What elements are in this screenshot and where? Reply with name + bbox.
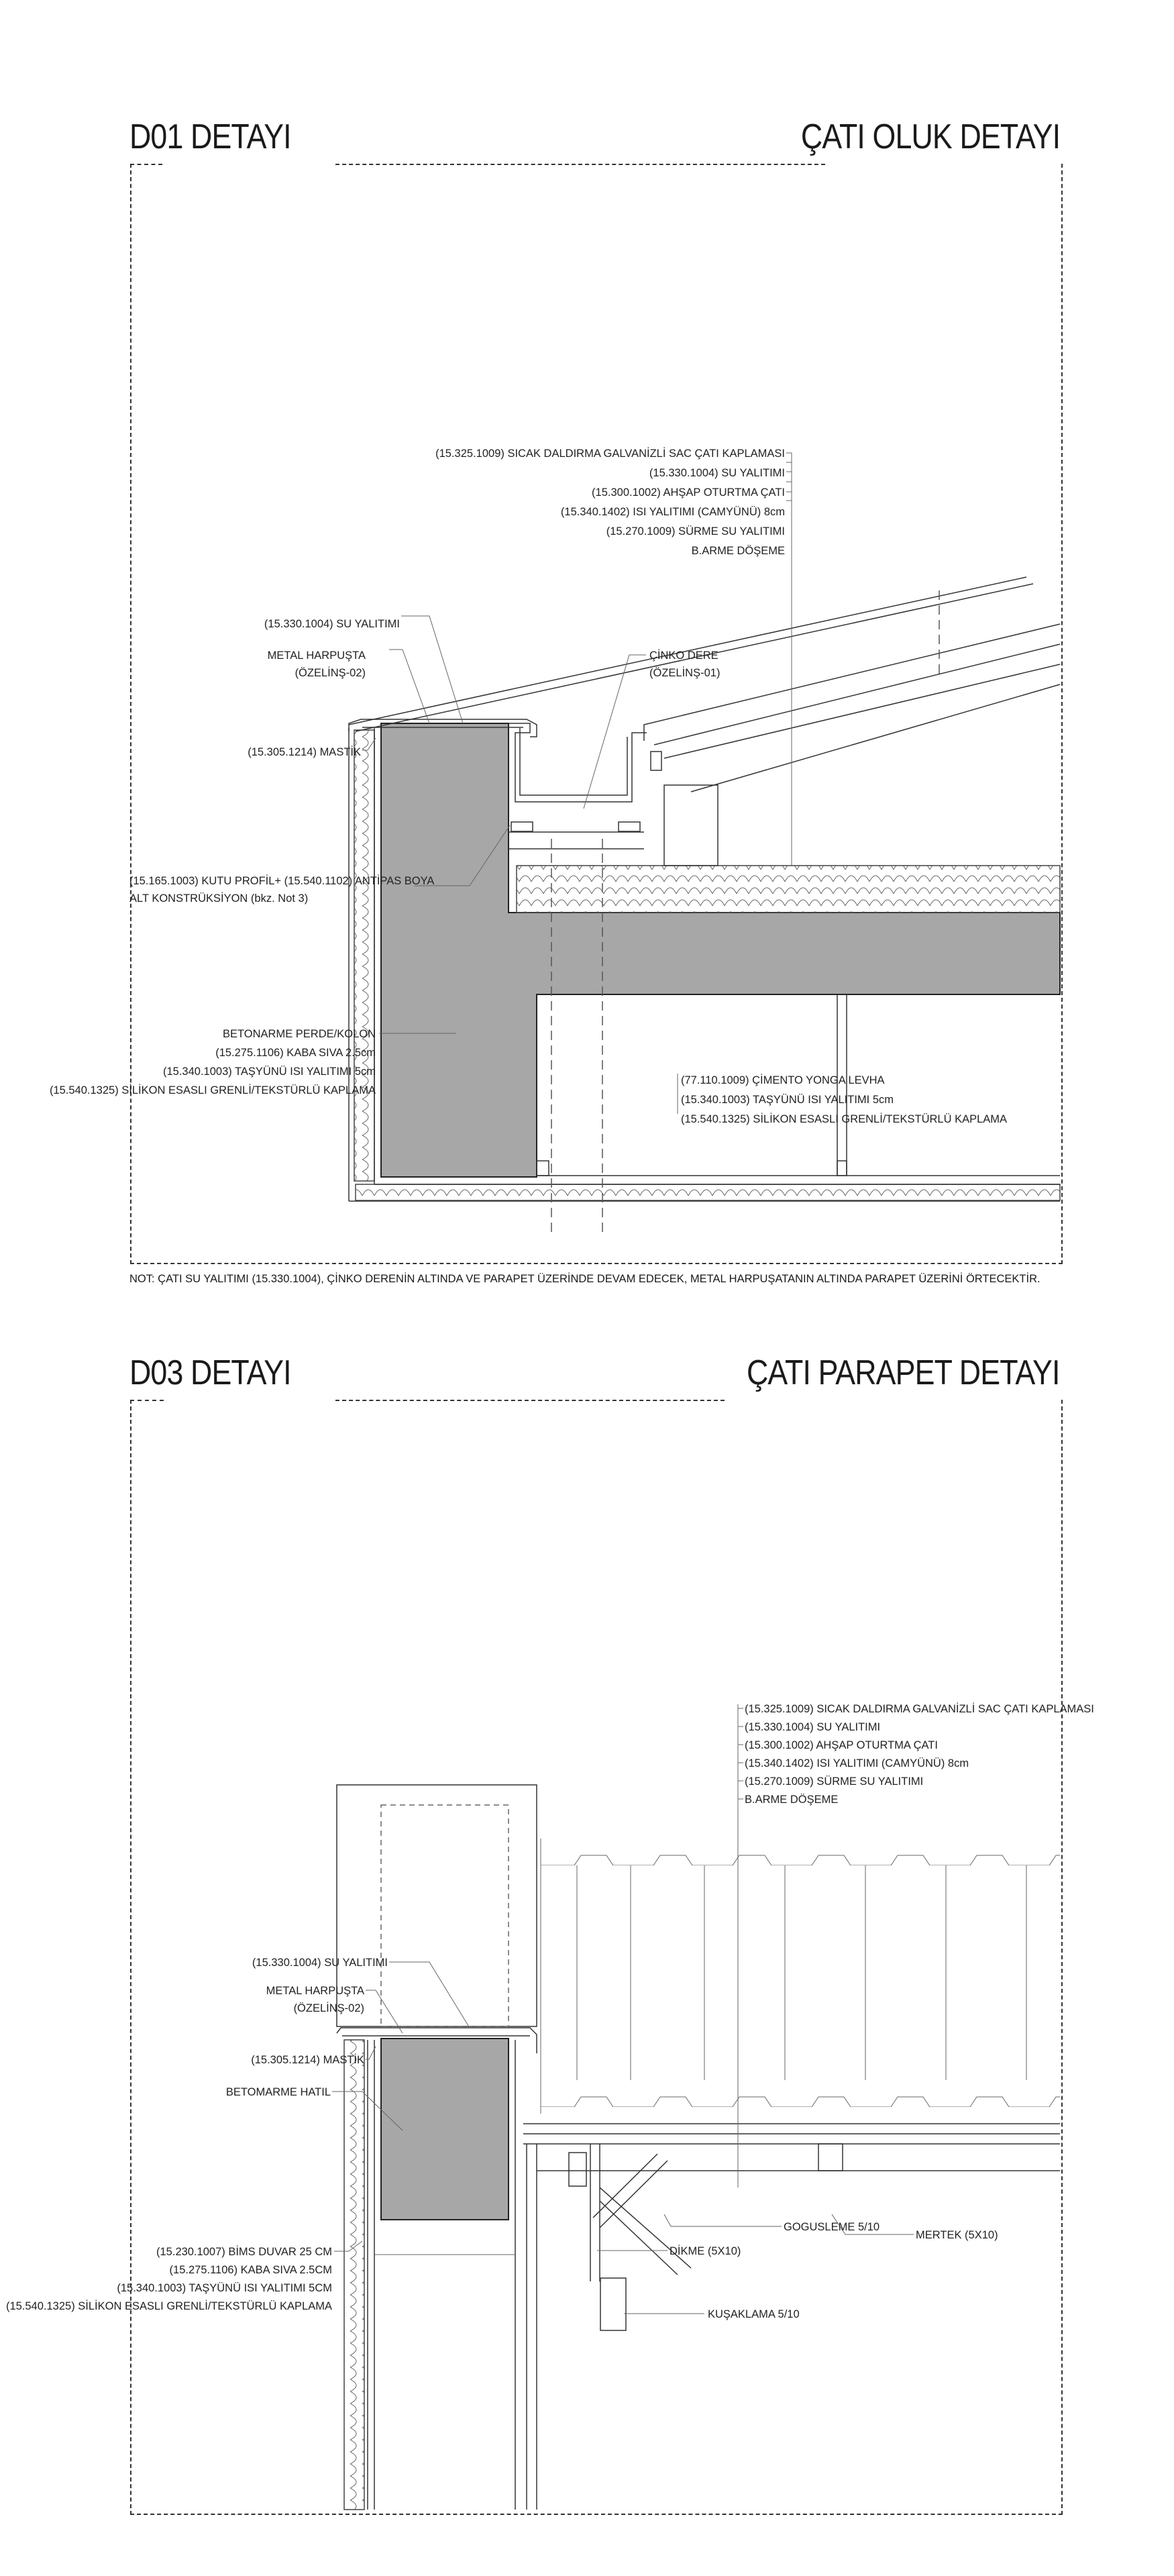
sheet1-label-roof1: (15.325.1009) SICAK DALDIRMA GALVANİZLİ SAC ÇATI KAPLAMASI [435,448,785,460]
sheet1-label-harp2: (ÖZELİNŞ-02) [295,667,366,679]
sheet2-title: ÇATI PARAPET DETAYI [747,1353,1060,1392]
sheet1-title: ÇATI OLUK DETAYI [800,117,1060,156]
sheet1-label-roof4: (15.340.1402) ISI YALITIMI (CAMYÜNÜ) 8cm [560,506,785,518]
sheet1-label-wall2: (15.275.1106) KABA SIVA 2.5cm [215,1047,376,1059]
sheet2-label-roof5: (15.270.1009) SÜRME SU YALITIMI [745,1775,924,1788]
sheet2-label-wall1: (15.230.1007) BİMS DUVAR 25 CM [156,2246,332,2258]
sheet1-code: D01 DETAYI [129,117,291,156]
sheet1-label-wall1: BETONARME PERDE/KOLON [223,1028,376,1040]
sheet1-label-roof6: B.ARME DÖŞEME [691,545,785,557]
sheet1-label-wall3: (15.340.1003) TAŞYÜNÜ ISI YALITIMI 5cm [163,1066,376,1078]
sheet2-label-roof1: (15.325.1009) SICAK DALDIRMA GALVANİZLİ SAC ÇATI KAPLAMASI [745,1703,1094,1715]
sheet1-label-mastik: (15.305.1214) MASTİK [248,746,361,758]
sheet2-label-hatil: BETOMARME HATIL [225,2086,331,2098]
sheet1-label-ceil1: (77.110.1009) ÇİMENTO YONGA LEVHA [681,1074,885,1086]
sheet1-label-roof5: (15.270.1009) SÜRME SU YALITIMI [606,525,785,537]
sheet2-label-roof2: (15.330.1004) SU YALITIMI [745,1721,881,1733]
sheet2-label-roof6: B.ARME DÖŞEME [745,1794,839,1806]
sheet2-label-wall2: (15.275.1106) KABA SIVA 2.5CM [169,2264,332,2276]
sheet2-label-mastik: (15.305.1214) MASTİK [251,2054,364,2066]
sheet1-label-kutu1: (15.165.1003) KUTU PROFİL+ (15.540.1102) ANTİPAS BOYA [129,875,435,887]
sheet2-label-wall3: (15.340.1003) TAŞYÜNÜ ISI YALITIMI 5CM [117,2282,332,2294]
sheet2-label-wall4: (15.540.1325) SİLİKON ESASLI GRENLİ/TEKSTÜRLÜ KAPLAMA [5,2300,332,2312]
sheet2-label-roof3: (15.300.1002) AHŞAP OTURTMA ÇATI [745,1739,938,1751]
sheet1-label-ceil2: (15.340.1003) TAŞYÜNÜ ISI YALITIMI 5cm [681,1094,894,1106]
sheet2-label-harp2: (ÖZELİNŞ-02) [293,2002,364,2014]
sheet1-label-kutu2: ALT KONSTRÜKSİYON (bkz. Not 3) [129,892,309,905]
sheet1-label-ceil3: (15.540.1325) SİLİKON ESASLI GRENLİ/TEKSTÜRLÜ KAPLAMA [681,1113,1008,1125]
sheet1-note: NOT: ÇATI SU YALITIMI (15.330.1004), ÇİNKO DERENİN ALTINDA VE PARAPET ÜZERİNDE DEVAM EDECEK, METAL HARPUŞATANIN ALTINDA PARAPET ÜZERİNİ ÖRTECEKTİR. [129,1273,1040,1285]
sheet2-label-mertek: MERTEK (5X10) [916,2229,998,2241]
sheet2-label-roof4: (15.340.1402) ISI YALITIMI (CAMYÜNÜ) 8cm [745,1757,969,1769]
sheet1-drawing [50,447,1060,1235]
sheet2-label-harp1: METAL HARPUŞTA [266,1985,364,1997]
sheet1-label-roof2: (15.330.1004) SU YALITIMI [649,467,785,479]
sheet2-code: D03 DETAYI [129,1353,291,1392]
sheet1-label-cinko1: ÇİNKO DERE [649,650,718,662]
sheet2-label-kusak: KUŞAKLAMA 5/10 [708,2308,800,2320]
sheet2-label-su: (15.330.1004) SU YALITIMI [252,1957,388,1969]
sheet2-frame [130,1400,1063,2515]
sheet2-label-dikme: DİKME (5X10) [670,2245,741,2257]
sheet1-label-wall4: (15.540.1325) SİLİKON ESASLI GRENLİ/TEKSTÜRLÜ KAPLAMA [49,1084,376,1096]
sheet2-label-gogus: GOGUSLEME 5/10 [784,2221,880,2233]
sheet1-label-su: (15.330.1004) SU YALITIMI [264,618,400,630]
sheet1-label-harp1: METAL HARPUŞTA [267,650,366,662]
sheet1-label-cinko2: (ÖZELİNŞ-01) [649,667,721,679]
sheet1-label-roof3: (15.300.1002) AHŞAP OTURTMA ÇATI [592,486,785,499]
